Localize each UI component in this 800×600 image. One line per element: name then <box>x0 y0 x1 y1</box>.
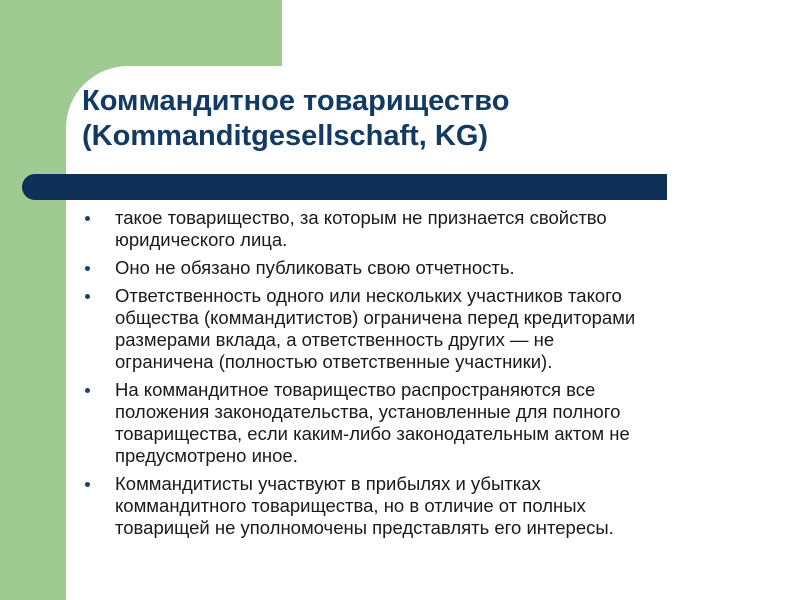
list-item-line: коммандитного товарищества, но в отличие от полных <box>115 495 586 516</box>
bullet-list <box>84 207 784 545</box>
slide-title-line: Коммандитное товарищество <box>82 85 510 117</box>
slide-title-line: (Kommanditgesellschaft, KG) <box>82 120 489 152</box>
list-item-line: Коммандитисты участвуют в прибылях и убытках <box>115 473 541 494</box>
list-item-line: Ответственность одного или нескольких участников такого <box>115 285 622 306</box>
bullet-dot-icon <box>85 266 90 271</box>
bullet-dot-icon <box>85 388 90 393</box>
list-item <box>84 379 784 467</box>
list-item <box>84 285 784 373</box>
list-item <box>84 207 784 251</box>
decorative-title-bar <box>22 174 667 200</box>
list-item-line: размерами вклада, а ответственность других — не <box>115 329 555 350</box>
bullet-dot-icon <box>85 294 90 299</box>
list-item-line: товарищества, если каким-либо законодательным актом не <box>115 423 630 444</box>
list-item-line: такое товарищество, за которым не признается свойство <box>115 207 607 228</box>
list-item-line: На коммандитное товарищество распространяются все <box>115 379 596 400</box>
list-item <box>84 473 784 539</box>
list-item-line: ограничена (полностью ответственные участники). <box>115 351 553 372</box>
bullet-dot-icon <box>85 482 90 487</box>
list-item-line: предусмотрено иное. <box>115 445 298 466</box>
list-item-line: общества (коммандитистов) ограничена перед кредиторами <box>115 307 636 328</box>
list-item <box>84 257 784 279</box>
slide-title <box>82 84 782 154</box>
list-item-line: товарищей не уполномочены представлять его интересы. <box>115 517 614 538</box>
list-item-line: положения законодательства, установленные для полного <box>115 401 621 422</box>
list-item-line: Оно не обязано публиковать свою отчетность. <box>115 257 515 278</box>
list-item-line: юридического лица. <box>115 229 288 250</box>
bullet-dot-icon <box>85 216 90 221</box>
